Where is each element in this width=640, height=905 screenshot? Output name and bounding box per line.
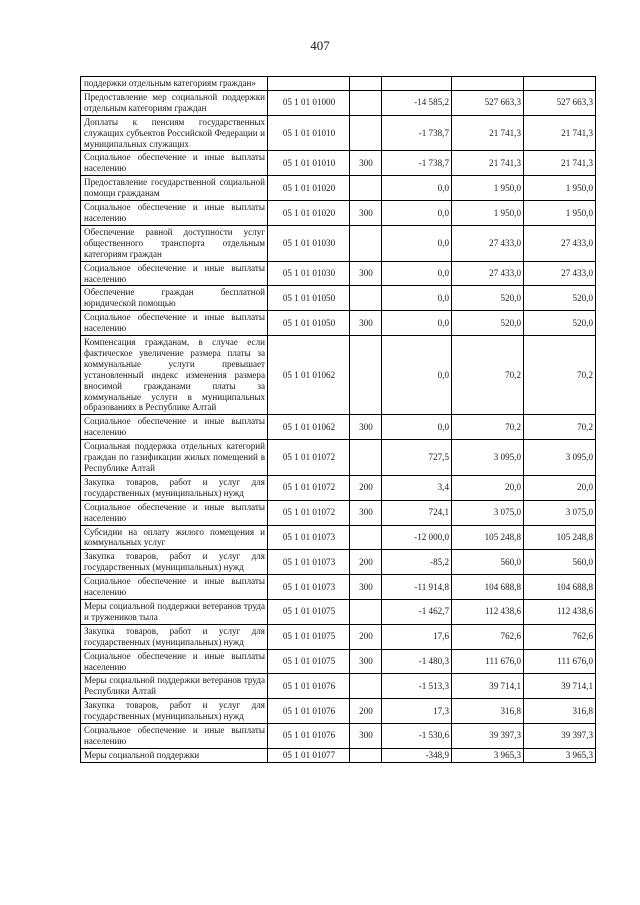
row-code-cell: 05 1 01 01020	[268, 201, 350, 226]
row-amount-1-cell: 3 095,0	[452, 440, 524, 476]
row-expense-type-cell	[350, 77, 382, 91]
row-name-cell: поддержки отдельным категориям граждан»	[81, 77, 268, 91]
row-change-cell: 0,0	[382, 415, 452, 440]
row-code-cell: 05 1 01 01076	[268, 724, 350, 749]
row-code-cell: 05 1 01 01000	[268, 90, 350, 115]
table-row	[81, 724, 596, 749]
row-change-cell: -1 462,7	[382, 599, 452, 624]
table-row	[81, 415, 596, 440]
row-amount-2-cell: 520,0	[524, 311, 596, 336]
row-amount-2-cell: 70,2	[524, 336, 596, 415]
row-amount-1-cell: 21 741,3	[452, 115, 524, 151]
row-name-cell: Доплаты к пенсиям государственных служащих субъектов Российской Федерации и муниципальных служащих	[81, 115, 268, 151]
row-code-cell: 05 1 01 01072	[268, 500, 350, 525]
row-amount-2-cell: 20,0	[524, 475, 596, 500]
row-amount-1-cell: 316,8	[452, 699, 524, 724]
row-amount-1-cell: 560,0	[452, 550, 524, 575]
row-change-cell	[382, 77, 452, 91]
table-row	[81, 440, 596, 476]
row-expense-type-cell	[350, 115, 382, 151]
row-code-cell: 05 1 01 01030	[268, 261, 350, 286]
row-amount-1-cell: 20,0	[452, 475, 524, 500]
row-amount-2-cell: 111 676,0	[524, 649, 596, 674]
row-name-cell: Социальное обеспечение и иные выплаты населению	[81, 201, 268, 226]
table-row	[81, 176, 596, 201]
row-amount-1-cell: 3 075,0	[452, 500, 524, 525]
row-code-cell: 05 1 01 01073	[268, 525, 350, 550]
row-amount-2-cell: 1 950,0	[524, 176, 596, 201]
row-name-cell: Социальное обеспечение и иные выплаты населению	[81, 724, 268, 749]
row-amount-1-cell: 70,2	[452, 415, 524, 440]
row-name-cell: Социальное обеспечение и иные выплаты населению	[81, 311, 268, 336]
row-code-cell: 05 1 01 01010	[268, 115, 350, 151]
table-row	[81, 525, 596, 550]
row-expense-type-cell: 300	[350, 649, 382, 674]
row-code-cell: 05 1 01 01062	[268, 336, 350, 415]
row-expense-type-cell: 300	[350, 724, 382, 749]
row-code-cell: 05 1 01 01020	[268, 176, 350, 201]
row-code-cell: 05 1 01 01075	[268, 624, 350, 649]
row-amount-1-cell: 104 688,8	[452, 575, 524, 600]
row-amount-2-cell: 527 663,3	[524, 90, 596, 115]
row-code-cell: 05 1 01 01073	[268, 575, 350, 600]
row-expense-type-cell	[350, 90, 382, 115]
table-row	[81, 286, 596, 311]
table-row	[81, 201, 596, 226]
row-amount-1-cell: 520,0	[452, 286, 524, 311]
row-amount-2-cell: 316,8	[524, 699, 596, 724]
row-expense-type-cell	[350, 225, 382, 261]
row-expense-type-cell	[350, 336, 382, 415]
row-code-cell: 05 1 01 01050	[268, 286, 350, 311]
row-amount-1-cell: 105 248,8	[452, 525, 524, 550]
row-amount-2-cell: 27 433,0	[524, 261, 596, 286]
row-change-cell: 17,3	[382, 699, 452, 724]
row-amount-1-cell: 39 397,3	[452, 724, 524, 749]
table-row	[81, 748, 596, 762]
row-expense-type-cell	[350, 525, 382, 550]
row-amount-2-cell: 104 688,8	[524, 575, 596, 600]
row-code-cell: 05 1 01 01030	[268, 225, 350, 261]
row-name-cell: Социальное обеспечение и иные выплаты населению	[81, 649, 268, 674]
row-code-cell: 05 1 01 01050	[268, 311, 350, 336]
table-row	[81, 649, 596, 674]
row-name-cell: Закупка товаров, работ и услуг для государственных (муниципальных) нужд	[81, 624, 268, 649]
row-name-cell: Закупка товаров, работ и услуг для государственных (муниципальных) нужд	[81, 475, 268, 500]
row-change-cell: 0,0	[382, 311, 452, 336]
table-row	[81, 475, 596, 500]
row-name-cell: Обеспечение равной доступности услуг общественного транспорта отдельным категориям граждан	[81, 225, 268, 261]
row-change-cell: 0,0	[382, 176, 452, 201]
row-name-cell: Социальное обеспечение и иные выплаты населению	[81, 151, 268, 176]
table-row	[81, 90, 596, 115]
row-expense-type-cell: 300	[350, 151, 382, 176]
row-change-cell: 0,0	[382, 201, 452, 226]
row-amount-1-cell: 21 741,3	[452, 151, 524, 176]
row-change-cell: -12 000,0	[382, 525, 452, 550]
row-change-cell: -348,9	[382, 748, 452, 762]
row-expense-type-cell: 300	[350, 575, 382, 600]
budget-table	[80, 76, 596, 763]
row-expense-type-cell: 300	[350, 261, 382, 286]
row-expense-type-cell	[350, 440, 382, 476]
row-amount-2-cell: 520,0	[524, 286, 596, 311]
row-amount-1-cell: 27 433,0	[452, 225, 524, 261]
row-change-cell: 0,0	[382, 286, 452, 311]
row-code-cell: 05 1 01 01076	[268, 699, 350, 724]
row-name-cell: Предоставление государственной социальной помощи гражданам	[81, 176, 268, 201]
table-row	[81, 336, 596, 415]
row-amount-2-cell: 21 741,3	[524, 151, 596, 176]
row-expense-type-cell: 200	[350, 699, 382, 724]
row-amount-2-cell: 3 095,0	[524, 440, 596, 476]
row-code-cell: 05 1 01 01073	[268, 550, 350, 575]
row-amount-1-cell: 3 965,3	[452, 748, 524, 762]
row-code-cell: 05 1 01 01075	[268, 649, 350, 674]
row-name-cell: Обеспечение граждан бесплатной юридической помощью	[81, 286, 268, 311]
row-amount-1-cell: 112 438,6	[452, 599, 524, 624]
row-name-cell: Социальное обеспечение и иные выплаты населению	[81, 500, 268, 525]
row-amount-2-cell: 39 397,3	[524, 724, 596, 749]
row-amount-1-cell: 111 676,0	[452, 649, 524, 674]
row-change-cell: 724,1	[382, 500, 452, 525]
row-code-cell	[268, 77, 350, 91]
row-expense-type-cell: 200	[350, 475, 382, 500]
row-name-cell: Закупка товаров, работ и услуг для государственных (муниципальных) нужд	[81, 699, 268, 724]
row-change-cell: -1 738,7	[382, 115, 452, 151]
row-name-cell: Субсидии на оплату жилого помещения и коммунальных услуг	[81, 525, 268, 550]
row-amount-1-cell: 1 950,0	[452, 176, 524, 201]
row-expense-type-cell	[350, 674, 382, 699]
table-row	[81, 699, 596, 724]
row-name-cell: Социальное обеспечение и иные выплаты населению	[81, 575, 268, 600]
table-row	[81, 550, 596, 575]
row-code-cell: 05 1 01 01010	[268, 151, 350, 176]
row-amount-2-cell: 112 438,6	[524, 599, 596, 624]
row-name-cell: Закупка товаров, работ и услуг для государственных (муниципальных) нужд	[81, 550, 268, 575]
row-amount-2-cell: 27 433,0	[524, 225, 596, 261]
row-code-cell: 05 1 01 01076	[268, 674, 350, 699]
row-change-cell: -1 738,7	[382, 151, 452, 176]
row-amount-1-cell	[452, 77, 524, 91]
row-amount-2-cell: 1 950,0	[524, 201, 596, 226]
row-name-cell: Предоставление мер социальной поддержки отдельным категориям граждан	[81, 90, 268, 115]
table-row	[81, 225, 596, 261]
table-row	[81, 624, 596, 649]
row-expense-type-cell: 300	[350, 311, 382, 336]
row-change-cell: 3,4	[382, 475, 452, 500]
row-amount-2-cell: 762,6	[524, 624, 596, 649]
row-expense-type-cell	[350, 599, 382, 624]
row-expense-type-cell	[350, 286, 382, 311]
row-amount-1-cell: 70,2	[452, 336, 524, 415]
row-amount-1-cell: 527 663,3	[452, 90, 524, 115]
row-code-cell: 05 1 01 01072	[268, 475, 350, 500]
row-amount-1-cell: 39 714,1	[452, 674, 524, 699]
page-number: 407	[310, 38, 330, 53]
table-row	[81, 500, 596, 525]
row-change-cell: -1 513,3	[382, 674, 452, 699]
row-change-cell: 0,0	[382, 261, 452, 286]
row-amount-1-cell: 1 950,0	[452, 201, 524, 226]
row-change-cell: -1 530,6	[382, 724, 452, 749]
row-amount-2-cell: 3 075,0	[524, 500, 596, 525]
budget-table-body	[81, 77, 596, 763]
row-amount-2-cell: 39 714,1	[524, 674, 596, 699]
row-name-cell: Социальная поддержка отдельных категорий граждан по газификации жилых помещений в Республике Алтай	[81, 440, 268, 476]
row-code-cell: 05 1 01 01072	[268, 440, 350, 476]
row-amount-2-cell: 3 965,3	[524, 748, 596, 762]
row-amount-2-cell: 70,2	[524, 415, 596, 440]
row-amount-2-cell: 105 248,8	[524, 525, 596, 550]
row-code-cell: 05 1 01 01077	[268, 748, 350, 762]
row-expense-type-cell: 300	[350, 500, 382, 525]
table-row	[81, 261, 596, 286]
row-name-cell: Меры социальной поддержки ветеранов труда Республики Алтай	[81, 674, 268, 699]
row-expense-type-cell: 200	[350, 550, 382, 575]
table-row	[81, 575, 596, 600]
row-change-cell: 727,5	[382, 440, 452, 476]
row-amount-1-cell: 520,0	[452, 311, 524, 336]
row-amount-2-cell	[524, 77, 596, 91]
row-change-cell: -1 480,3	[382, 649, 452, 674]
table-row	[81, 674, 596, 699]
row-name-cell: Социальное обеспечение и иные выплаты населению	[81, 415, 268, 440]
row-expense-type-cell	[350, 176, 382, 201]
table-row	[81, 77, 596, 91]
row-name-cell: Компенсация гражданам, в случае если фактическое увеличение размера платы за коммунальные услуги превышает установленный индекс изменения размера вносимой гражданами платы за коммунальные услуги в муниципальных образованиях в Республике Алтай	[81, 336, 268, 415]
row-change-cell: -11 914,8	[382, 575, 452, 600]
table-row	[81, 151, 596, 176]
row-amount-2-cell: 21 741,3	[524, 115, 596, 151]
row-change-cell: -85,2	[382, 550, 452, 575]
row-code-cell: 05 1 01 01075	[268, 599, 350, 624]
row-expense-type-cell: 300	[350, 415, 382, 440]
row-change-cell: 0,0	[382, 336, 452, 415]
row-expense-type-cell: 200	[350, 624, 382, 649]
row-name-cell: Меры социальной поддержки ветеранов труда и тружеников тыла	[81, 599, 268, 624]
row-code-cell: 05 1 01 01062	[268, 415, 350, 440]
row-amount-1-cell: 762,6	[452, 624, 524, 649]
row-change-cell: 17,6	[382, 624, 452, 649]
row-expense-type-cell	[350, 748, 382, 762]
row-name-cell: Меры социальной поддержки	[81, 748, 268, 762]
table-row	[81, 599, 596, 624]
row-change-cell: 0,0	[382, 225, 452, 261]
table-row	[81, 311, 596, 336]
row-name-cell: Социальное обеспечение и иные выплаты населению	[81, 261, 268, 286]
row-change-cell: -14 585,2	[382, 90, 452, 115]
table-row	[81, 115, 596, 151]
row-expense-type-cell: 300	[350, 201, 382, 226]
row-amount-1-cell: 27 433,0	[452, 261, 524, 286]
row-amount-2-cell: 560,0	[524, 550, 596, 575]
